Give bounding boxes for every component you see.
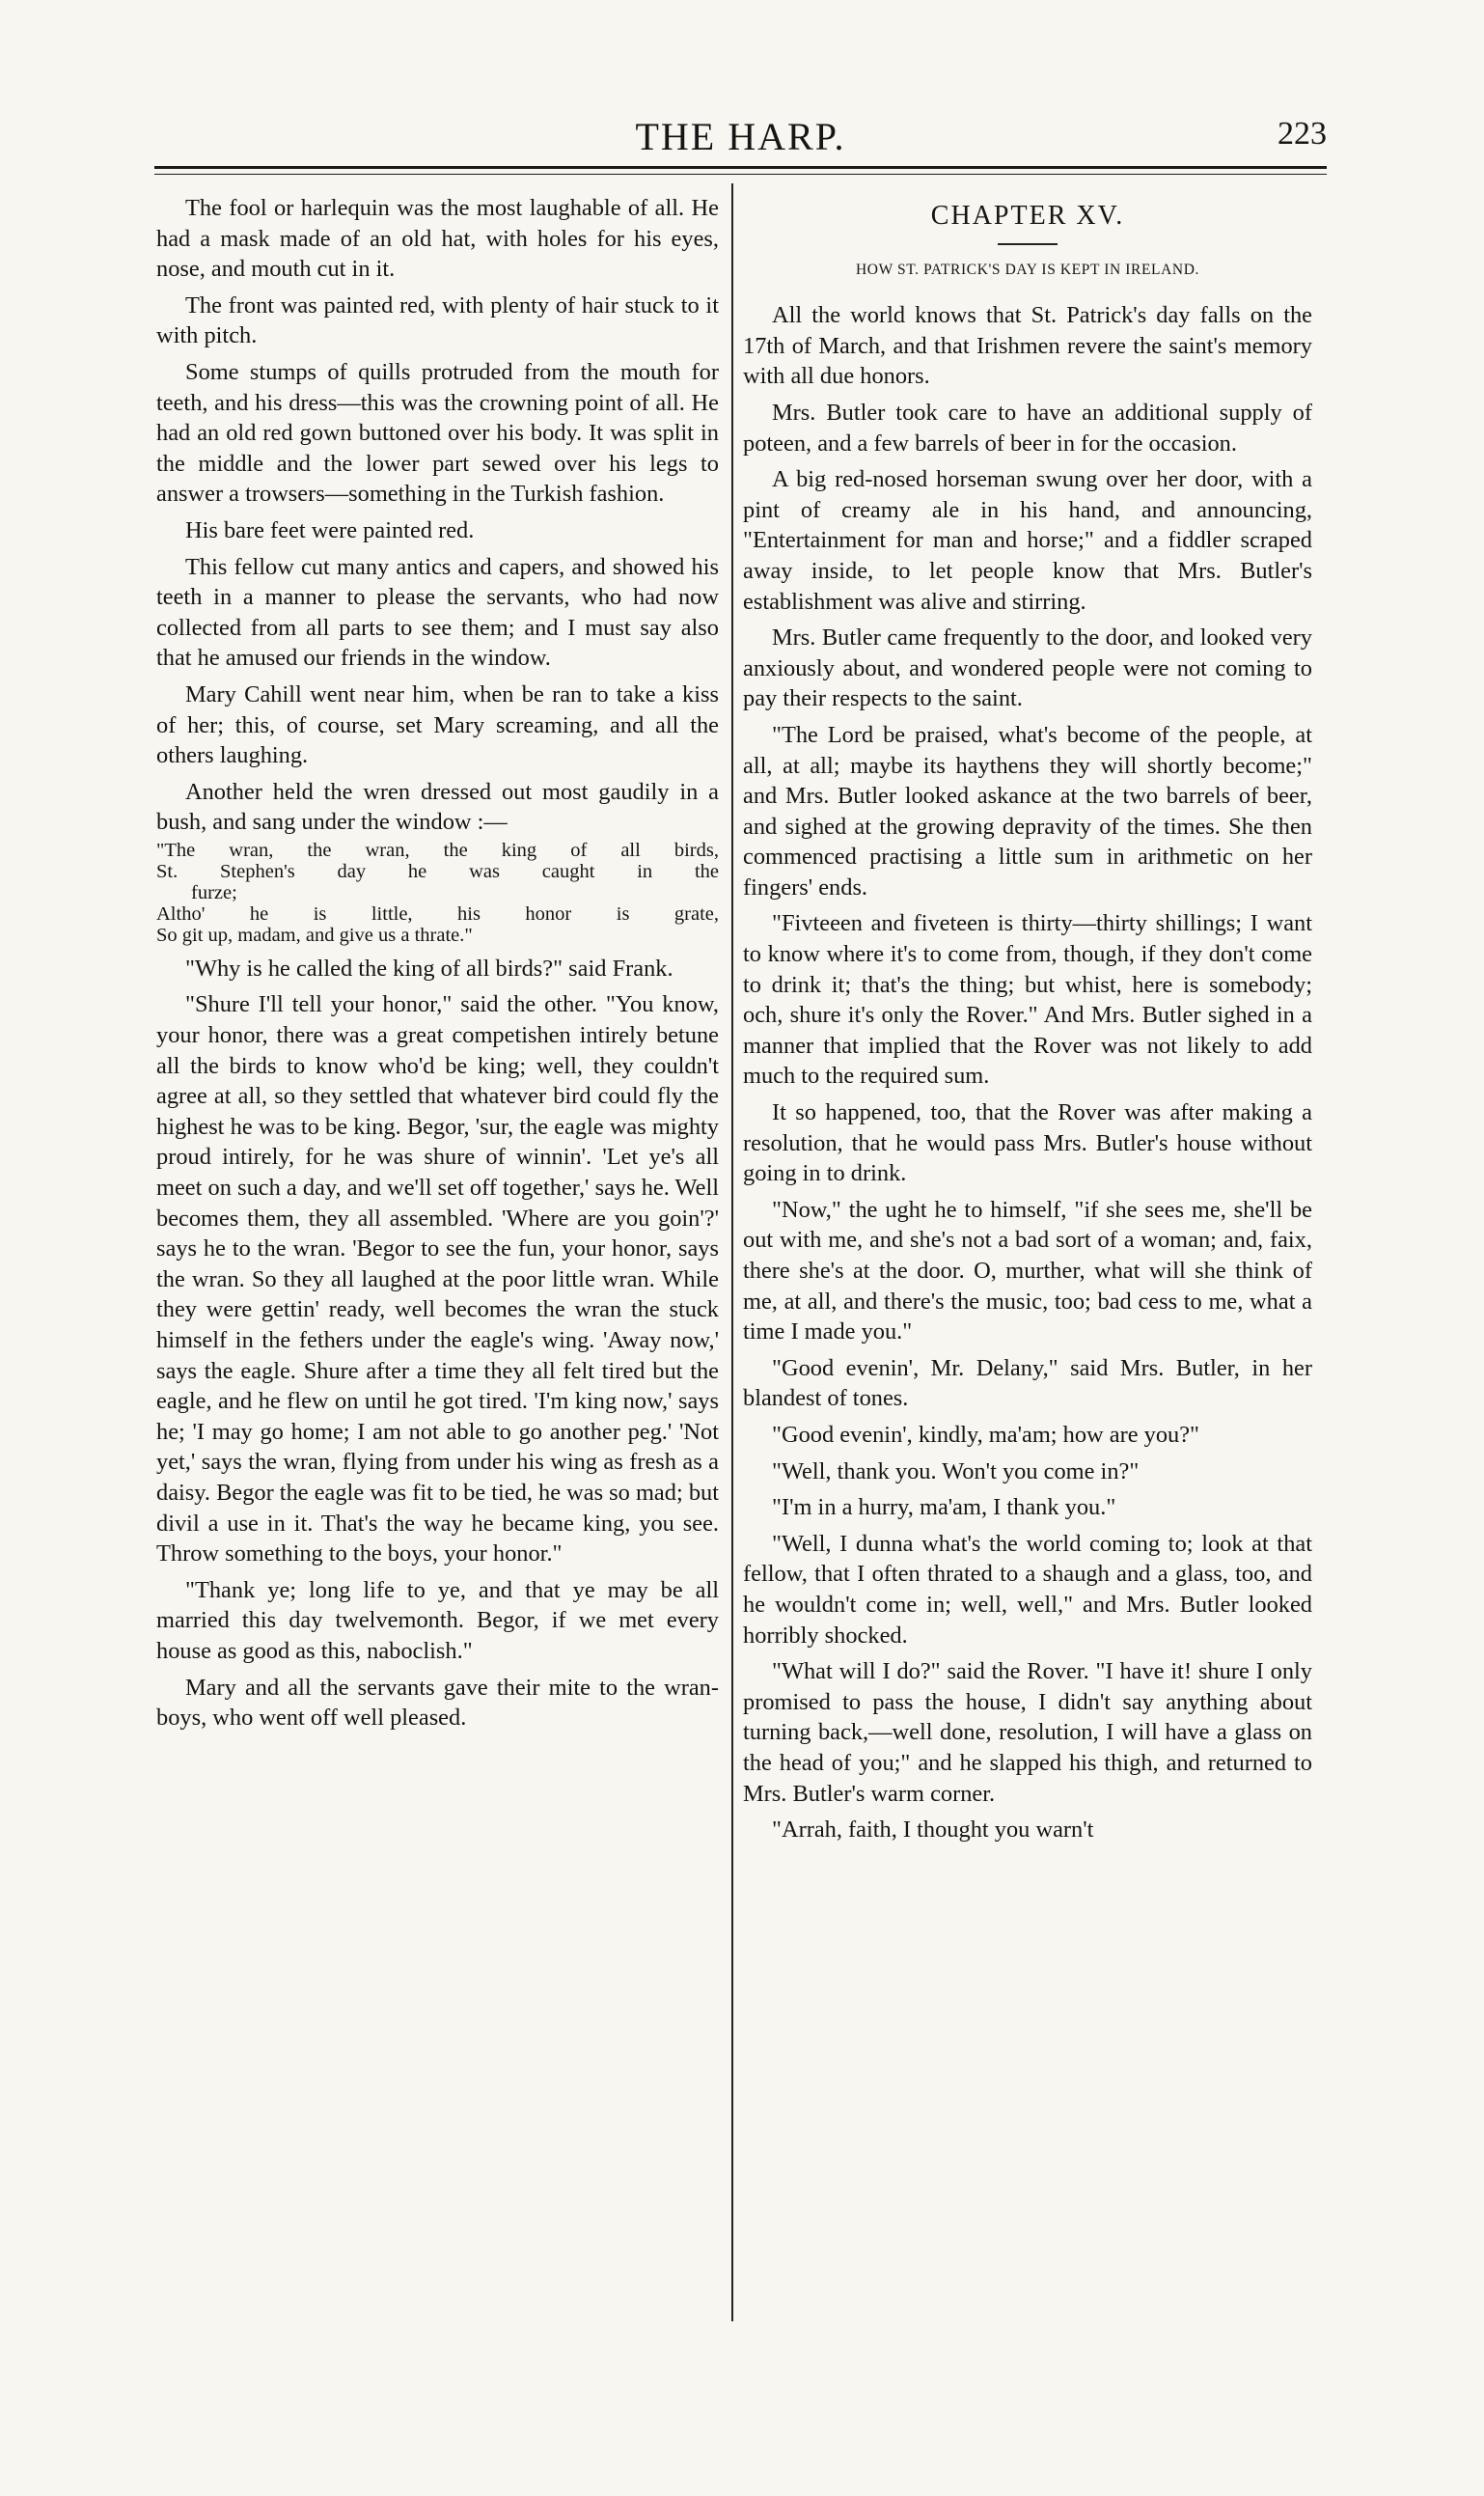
paragraph: The front was painted red, with plenty of hair stuck to it with pitch. xyxy=(156,291,719,349)
paragraph: A big red-nosed horseman swung over her door, with a pint of creamy ale in his hand, and announcing, "Entertainment for man and horse;" and a fiddler scraped away inside, to let people know that Mrs. Butler's establishment was alive and stirring. xyxy=(743,466,1312,615)
header-rule-thin xyxy=(154,174,1327,175)
paragraph: Some stumps of quills protruded from the mouth for teeth, and his dress—this was the crowning point of all. He had an old red gown buttoned over his body. It was split in the middle and the lower part sewed over his legs to answer a trowsers—something in the Turkish fashion. xyxy=(156,358,719,508)
verse-block xyxy=(156,840,719,946)
paragraph: "Good evenin', kindly, ma'am; how are you?" xyxy=(772,1421,1200,1448)
paragraph: "Arrah, faith, I thought you warn't xyxy=(772,1817,1094,1844)
paragraph: "Fivteeen and fiveteen is thirty—thirty shillings; I want to know where it's to come from, though, if they don't come to drink it; that's the thing; but whist, here is somebody; och, shure it's only the Rover." And Mrs. Butler sighed in a manner that implied that the Rover was not likely to add much to the required sum. xyxy=(743,910,1312,1090)
paragraph: Mary and all the servants gave their mite to the wran-boys, who went off well pleased. xyxy=(156,1674,719,1732)
paragraph: His bare feet were painted red. xyxy=(185,516,475,543)
paragraph: "What will I do?" said the Rover. "I have it! shure I only promised to pass the house, I didn't say anything about turning back,—well done, resolution, I will have a glass on the head of you;" and he slapped his thigh, and returned to Mrs. Butler's warm corner. xyxy=(743,1658,1312,1807)
right-column xyxy=(743,193,1312,1851)
paragraph: "Shure I'll tell your honor," said the other. "You know, your honor, there was a great competishen intirely betune all the birds to know who'd be king; well, they couldn't agree at all, so they settled that whatever bird could fly the highest he was to be king. Begor, 'sur, the eagle was mighty proud intirely, for he was shure of winnin'. 'Let ye's all meet on such a day, and we'll set off together,' says he. Well becomes them, they all assembled. 'Where are you goin'?' says he to the wran. 'Begor to see the fun, your honor, says the wran. So they all laughed at the poor little wran. While they were gettin' ready, well becomes the wran the stuck himself in the fethers under the eagle's wing. 'Away now,' says the eagle. Shure after a time they all felt tired but the eagle, and he flew on until he got tired. 'I'm king now,' says he; 'I may go home; I am not able to go another peg.' 'Not yet,' says the wran, flying from under his wing as fresh as a daisy. Begor the eagle was fit to be tied, he was so mad; but divil a use in it. That's the way he became king, you see. Throw something to the boys, your honor." xyxy=(156,991,719,1567)
paragraph: "Well, I dunna what's the world coming to; look at that fellow, that I often thrated to a shaugh and a glass, too, and he wouldn't come in; well, well," and Mrs. Butler looked horribly shocked. xyxy=(743,1530,1312,1649)
verse-line: Altho' he is little, his honor is grate, xyxy=(156,902,719,925)
verse-line: furze; xyxy=(191,881,237,903)
chapter-subtitle: HOW ST. PATRICK'S DAY IS KEPT IN IRELAND. xyxy=(856,261,1199,278)
paragraph: Another held the wren dressed out most gaudily in a bush, and sang under the window :— xyxy=(156,778,719,836)
journal-title: THE HARP. xyxy=(635,115,846,158)
header-rule-thick xyxy=(154,166,1327,169)
paragraph: "Why is he called the king of all birds?" said Frank. xyxy=(185,955,673,982)
paragraph: "Now," the ught he to himself, "if she sees me, she'll be out with me, and she's not a bad sort of a woman; and, faix, there she's at the door. O, murther, what will she think of me, at all, and there's the music, too; bad cess to me, what a time I made you." xyxy=(743,1196,1312,1345)
chapter-title: CHAPTER XV. xyxy=(930,201,1125,231)
verse-line: St. Stephen's day he was caught in the xyxy=(156,860,719,882)
paragraph: "Well, thank you. Won't you come in?" xyxy=(772,1457,1140,1484)
column-divider xyxy=(731,183,733,2321)
paragraph: The fool or harlequin was the most laughable of all. He had a mask made of an old hat, with holes for his eyes, nose, and mouth cut in it. xyxy=(156,195,719,283)
running-head xyxy=(154,108,1327,166)
paragraph: Mary Cahill went near him, when be ran to take a kiss of her; this, of course, set Mary screaming, and all the others laughing. xyxy=(156,680,719,769)
paragraph: This fellow cut many antics and capers, and showed his teeth in a manner to please the servants, who had now collected from all parts to see them; and I must say also that he amused our friends in the window. xyxy=(156,553,719,672)
paragraph: All the world knows that St. Patrick's day falls on the 17th of March, and that Irishmen revere the saint's memory with all due honors. xyxy=(743,302,1312,390)
paragraph: It so happened, too, that the Rover was after making a resolution, that he would pass Mrs. Butler's house without going in to drink. xyxy=(743,1099,1312,1187)
paragraph: Mrs. Butler came frequently to the door, and looked very anxiously about, and wondered people were not coming to pay their respects to the saint. xyxy=(743,624,1312,712)
paragraph: "Good evenin', Mr. Delany," said Mrs. Butler, in her blandest of tones. xyxy=(743,1354,1312,1412)
left-column xyxy=(156,193,719,1739)
paragraph: "I'm in a hurry, ma'am, I thank you." xyxy=(772,1494,1116,1521)
page-number: 223 xyxy=(1278,116,1327,152)
paragraph: Mrs. Butler took care to have an additional supply of poteen, and a few barrels of beer in for the occasion. xyxy=(743,399,1312,457)
verse-line: So git up, madam, and give us a thrate." xyxy=(156,924,473,946)
paragraph: "The Lord be praised, what's become of the people, at all, at all; maybe its haythens they will shortly become;" and Mrs. Butler looked askance at the two barrels of beer, and sighed at the growing depravity of the times. She then commenced practising a little sum in arithmetic on her fingers' ends. xyxy=(743,721,1312,901)
verse-line: "The wran, the wran, the king of all birds, xyxy=(156,839,719,861)
paragraph: "Thank ye; long life to ye, and that ye may be all married this day twelvemonth. Begor, if we met every house as good as this, naboclish." xyxy=(156,1576,719,1664)
chapter-rule xyxy=(998,243,1058,245)
